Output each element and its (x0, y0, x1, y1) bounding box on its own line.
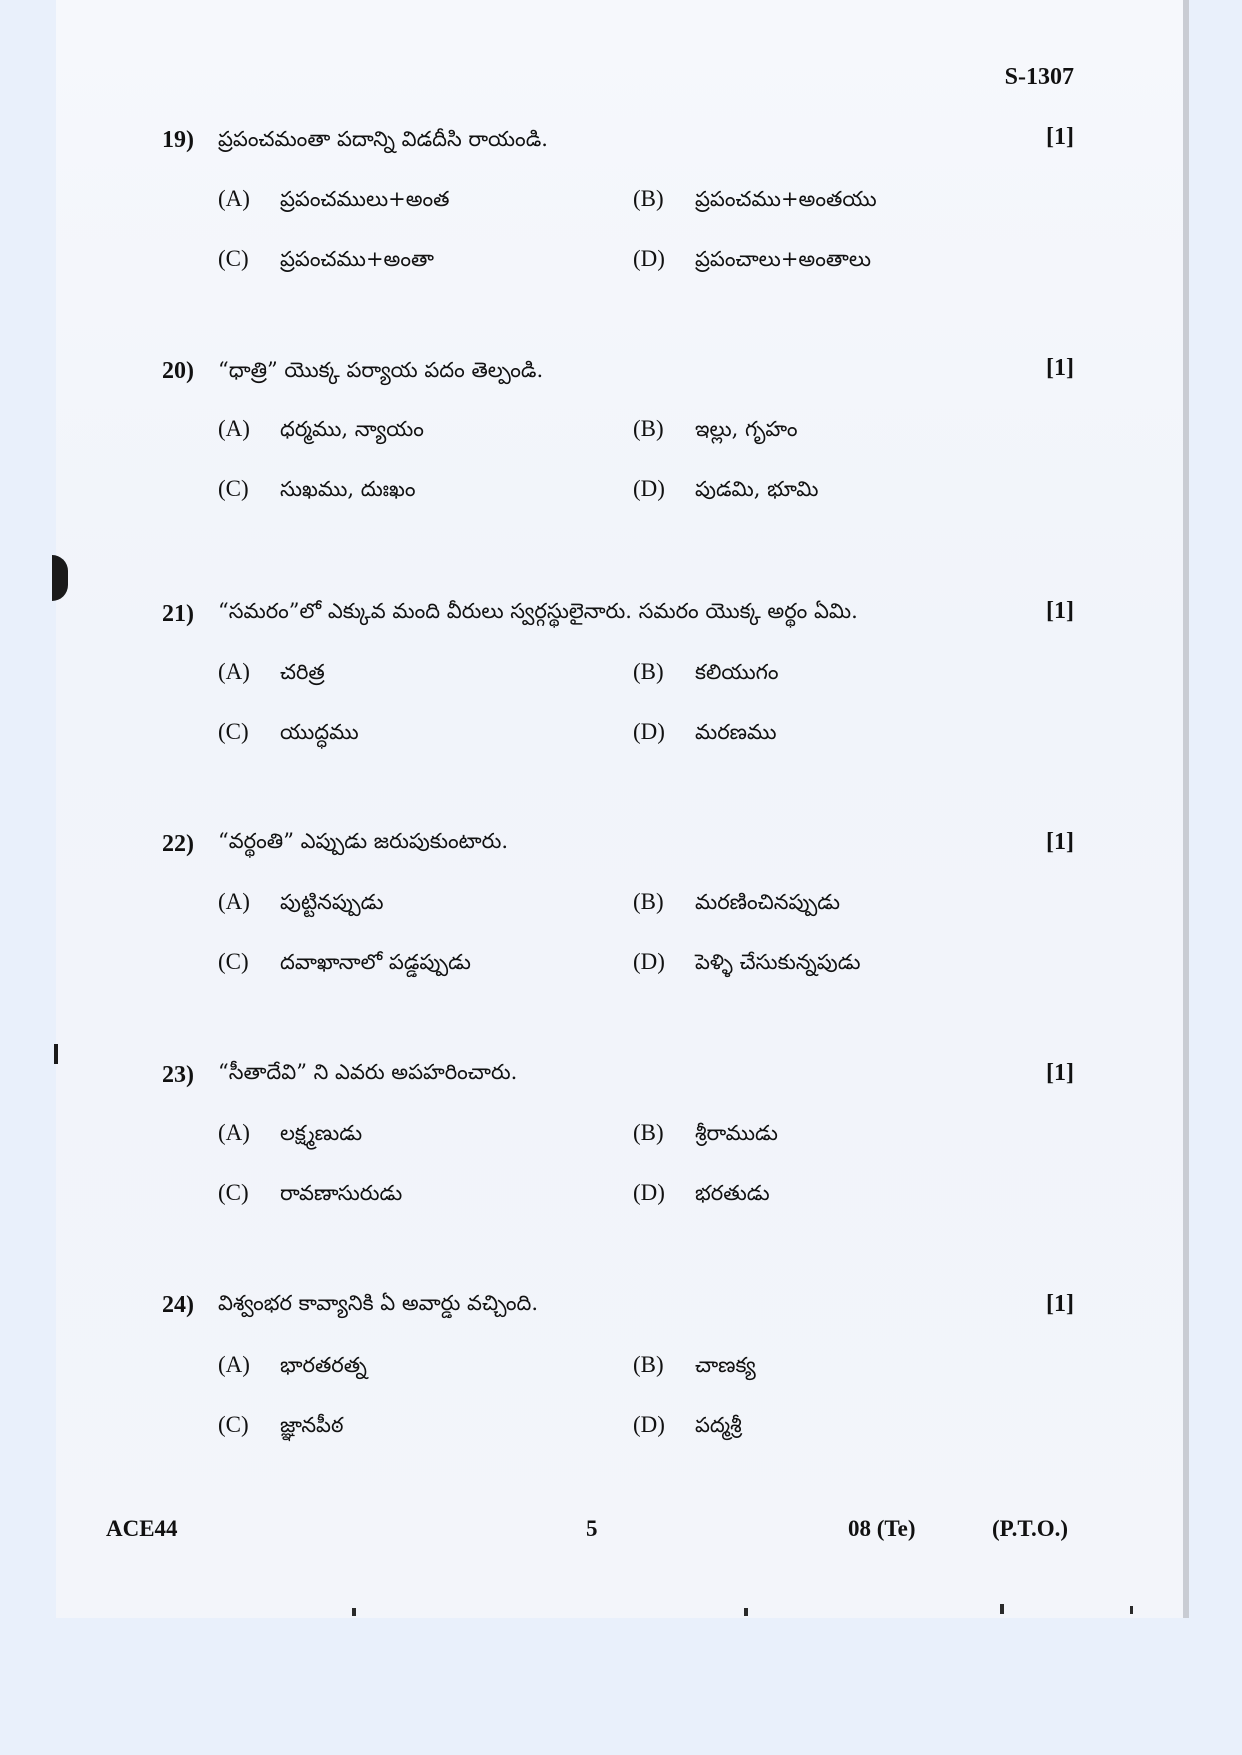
option-text: యుద్ధము (280, 720, 359, 744)
subject-code: 08 (Te) (848, 1516, 916, 1541)
question-marks: [1] (1046, 1291, 1074, 1317)
option-b (633, 186, 877, 217)
option-b (633, 1352, 756, 1383)
option-key: (D) (633, 246, 665, 271)
option-text: సుఖము, దుఃఖం (280, 477, 416, 501)
question-marks: [1] (1046, 598, 1074, 624)
option-b (633, 1120, 778, 1151)
option-d (633, 476, 818, 507)
option-text: ధర్మము, న్యాయం (280, 417, 424, 441)
question-text: విశ్వంభర కావ్యానికి ఏ అవార్డు వచ్చింది. (218, 1291, 539, 1315)
question-number: 20) (162, 358, 194, 384)
option-a (218, 659, 325, 690)
scan-speck (1130, 1606, 1133, 1614)
punch-hole (54, 1044, 58, 1064)
question-number: 23) (162, 1062, 194, 1088)
option-text: రావణాసురుడు (280, 1181, 403, 1205)
question-marks: [1] (1046, 1060, 1074, 1086)
question-text: ప్రపంచమంతా పదాన్ని విడదీసి రాయండి. (218, 127, 548, 151)
option-key: (D) (633, 719, 665, 744)
option-text: ప్రపంచములు+అంత (280, 187, 450, 211)
paper-id: ACE44 (106, 1516, 178, 1541)
option-text: చాణక్య (695, 1353, 756, 1377)
scan-speck (352, 1608, 356, 1616)
option-a (218, 416, 424, 447)
option-text: భారతరత్న (280, 1353, 367, 1377)
option-text: పెళ్ళి చేసుకున్నపుడు (695, 950, 861, 974)
option-b (633, 889, 840, 920)
option-text: మరణించినప్పుడు (695, 890, 841, 914)
option-key: (B) (633, 1120, 664, 1145)
option-key: (A) (218, 1352, 250, 1377)
option-key: (D) (633, 1180, 665, 1205)
option-key: (C) (218, 246, 249, 271)
option-b (633, 659, 779, 690)
option-c (218, 1412, 343, 1443)
question-marks: [1] (1046, 355, 1074, 381)
question-marks: [1] (1046, 829, 1074, 855)
question-text: “వర్థంతి” ఎప్పుడు జరుపుకుంటారు. (218, 829, 509, 853)
option-key: (B) (633, 889, 664, 914)
option-d (633, 949, 861, 980)
option-text: భరతుడు (695, 1181, 770, 1205)
option-key: (C) (218, 1180, 249, 1205)
option-key: (A) (218, 186, 250, 211)
question-number: 19) (162, 127, 194, 153)
option-a (218, 186, 450, 217)
option-text: పుట్టినప్పుడు (280, 890, 384, 914)
question-text: “ధాత్రి” యొక్క పర్యాయ పదం తెల్పండి. (218, 358, 544, 382)
option-text: చరిత్ర (280, 660, 325, 684)
option-b (633, 416, 798, 447)
option-text: కలియుగం (695, 660, 779, 684)
option-c (218, 719, 359, 750)
option-c (218, 246, 434, 277)
option-key: (B) (633, 416, 664, 441)
option-a (218, 1352, 367, 1383)
option-key: (C) (218, 719, 249, 744)
scan-speck (744, 1608, 748, 1616)
option-key: (A) (218, 1120, 250, 1145)
option-c (218, 1180, 402, 1211)
option-key: (A) (218, 416, 250, 441)
option-text: పుడమి, భూమి (695, 477, 819, 501)
option-text: పద్మశ్రీ (695, 1413, 742, 1437)
option-text: మరణము (695, 720, 777, 744)
option-key: (A) (218, 659, 250, 684)
option-text: ప్రపంచము+అంతయు (695, 187, 877, 211)
question-text: “సమరం”లో ఎక్కువ మంది వీరులు స్వర్గస్థులైనారు. సమరం యొక్క అర్థం ఏమి. (218, 599, 858, 623)
question-marks: [1] (1046, 124, 1074, 150)
page-edge (1183, 0, 1189, 1618)
option-key: (A) (218, 889, 250, 914)
option-key: (C) (218, 1412, 249, 1437)
question-number: 21) (162, 601, 194, 627)
option-d (633, 719, 777, 750)
option-key: (B) (633, 1352, 664, 1377)
page-number: 5 (586, 1516, 598, 1541)
option-a (218, 889, 384, 920)
option-key: (C) (218, 949, 249, 974)
option-text: ప్రపంచము+అంతా (280, 247, 434, 271)
paper-code: S-1307 (1004, 64, 1074, 90)
option-c (218, 476, 416, 507)
option-key: (D) (633, 1412, 665, 1437)
option-key: (B) (633, 186, 664, 211)
option-key: (C) (218, 476, 249, 501)
question-number: 22) (162, 831, 194, 857)
option-key: (D) (633, 476, 665, 501)
scan-speck (1000, 1604, 1004, 1614)
option-key: (D) (633, 949, 665, 974)
option-d (633, 246, 871, 277)
option-text: ఇల్లు, గృహం (695, 417, 798, 441)
question-text: “సీతాదేవి” ని ఎవరు అపహరించారు. (218, 1060, 518, 1084)
option-text: ప్రపంచాలు+అంతాలు (695, 247, 871, 271)
option-d (633, 1412, 742, 1443)
option-d (633, 1180, 770, 1211)
option-c (218, 949, 471, 980)
option-text: శ్రీరాముడు (695, 1121, 778, 1145)
please-turn-over: (P.T.O.) (992, 1516, 1069, 1541)
question-number: 24) (162, 1292, 194, 1318)
option-text: లక్ష్మణుడు (280, 1121, 363, 1145)
option-text: దవాఖానాలో పడ్డప్పుడు (280, 950, 471, 974)
option-text: జ్ఞానపీఠ (280, 1413, 344, 1437)
option-a (218, 1120, 362, 1151)
option-key: (B) (633, 659, 664, 684)
